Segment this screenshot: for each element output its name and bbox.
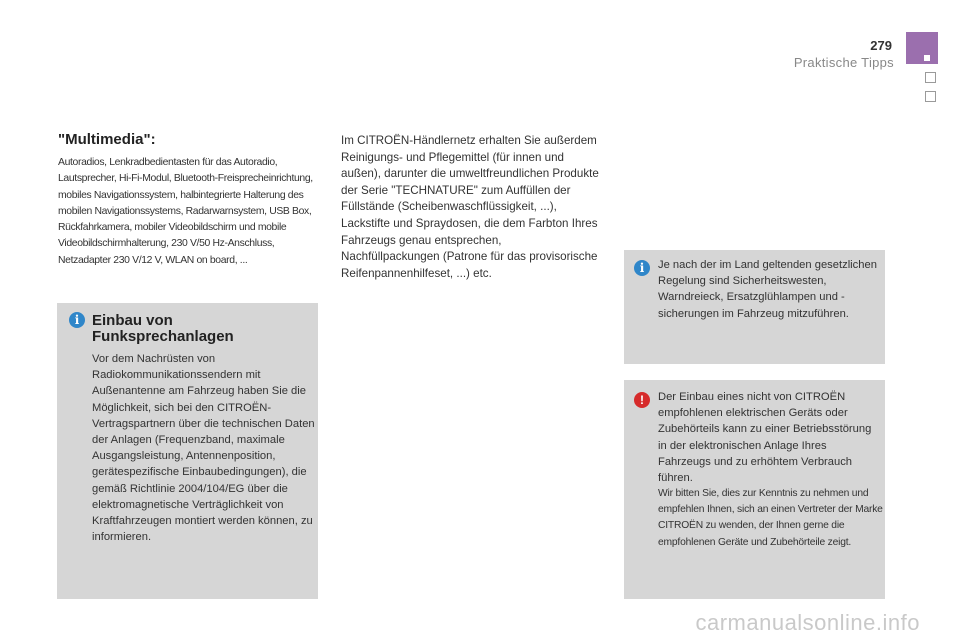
watermark: carmanualsonline.info [695,610,920,635]
warning-box [624,380,885,599]
radio-installation-box [57,303,318,599]
page-number: 279 [870,38,892,53]
legal-info-text: Je nach der im Land geltenden gesetzlichen Regelung sind Sicherheitswesten, Warndreieck, Ersatzglühlampen und -sicherungen im Fahrzeug mitzuführen. [658,259,877,320]
tab-dot [924,55,930,61]
warning-advice-text: Wir bitten Sie, dies zur Kenntnis zu nehmen und empfehlen Ihnen, sich an einen Vertreter der Marke CITROËN zu wenden, der Ihnen gerne die empfohlenen Geräte und Zubehörteile zeigt. [658,488,883,548]
warning-text: Der Einbau eines nicht von CITROËN empfohlenen elektrischen Geräts oder Zubehörteils kann zu einer Betriebsstörung in der elektronischen Anlage Ihres Fahrzeugs und zu erhöhtem Verbrauch führen. [658,391,872,485]
multimedia-heading: "Multimedia": [58,131,156,148]
chapter-tab-active [906,32,938,64]
info-icon: i [69,312,85,328]
section-title: Praktische Tipps [793,55,894,70]
info-icon: i [634,260,650,276]
warning-icon: ! [634,392,650,408]
radio-installation-text: Vor dem Nachrüsten von Radiokommunikationssendern mit Außenantenne am Fahrzeug haben Sie die Möglichkeit, sich bei den CITROËN-Vertragspartnern über die technischen Daten der Anlagen (Frequenzband, maximale Ausgangsleistung, Antennenposition, gerätespezifische Einbaubedingungen), die gemäß Richtlinie 2004/104/EG über die elektromagnetische Verträglichkeit von Kraftfahrzeugen montiert werden können, zu informieren. [92,353,315,544]
accessories-text: Im CITROËN-Händlernetz erhalten Sie außerdem Reinigungs- und Pflegemittel (für innen und außen), darunter die umweltfreundlichen Produkte der Serie "TECHNATURE" zum Auffüllen der Füllstände (Scheibenwaschflüssigkeit, ...), Lackstifte und Spraydosen, die dem Farbton Ihres Fahrzeugs genau entsprechen, Nachfüllpackungen (Patrone für das provisorische Reifenpannenhilfeset, ...) etc. [341,134,599,280]
legal-info-box [624,250,885,364]
multimedia-text: Autoradios, Lenkradbedientasten für das Autoradio, Lautsprecher, Hi-Fi-Modul, Bluetooth-Freisprecheinrichtung, mobiles Navigationssystem, halbintegrierte Halterung des mobilen Navigationssystems, Radarwarnsystem, USB Box, Rückfahrkamera, mobiler Videobildschirm und mobile Videobildschirmhalterung, 230 V/50 Hz-Anschluss, Netzadapter 230 V/12 V, WLAN on board, ... [58,157,313,266]
chapter-tab-box [925,72,936,83]
radio-installation-heading: Einbau von Funksprechanlagen [92,312,234,345]
chapter-tab-box [925,91,936,102]
